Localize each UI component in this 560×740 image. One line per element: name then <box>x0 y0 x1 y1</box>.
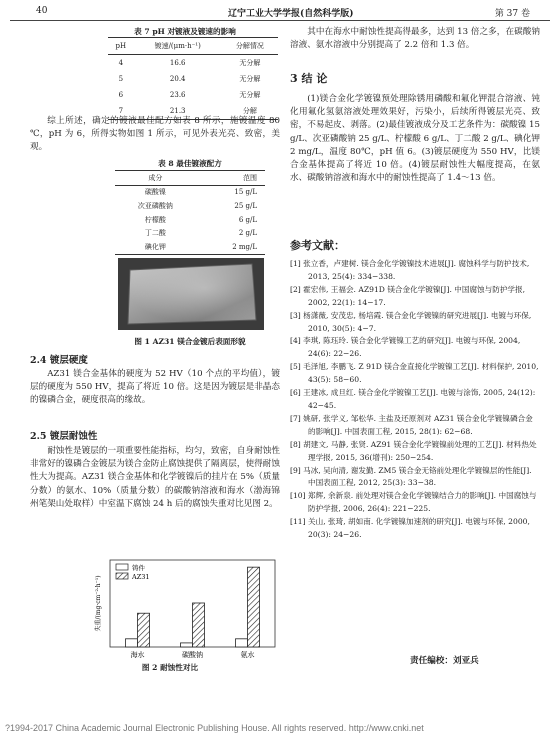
plated-sample-image <box>118 258 264 330</box>
table-row <box>108 87 278 103</box>
references-list <box>290 258 540 542</box>
table-cell: 20.4 <box>169 75 186 83</box>
table-cell: 次亚磷酸钠 <box>137 201 173 210</box>
table-cell: 丁二酸 <box>144 229 166 238</box>
summary-paragraph: 综上所述，确定的镀液最佳配方如表 8 所示，施镀温度 80 ℃，pH 为 6，所得实物如图 1 所示，可见外表光亮、致密，美观。 <box>30 116 280 153</box>
table-cell: 无分解 <box>239 59 261 67</box>
table-cell: 4 <box>118 59 124 67</box>
table-row <box>115 226 265 240</box>
reference-item: [9] 马冰, 吴向清, 谢发勤. ZM5 镁合金无铬前处理化学镀镍层的性能[J]. 中国表面工程, 2012, 25(3): 33−38. <box>290 465 532 488</box>
bar-铸件-海水 <box>126 639 138 647</box>
table7-header: pH <box>108 38 134 55</box>
x-tick-label: 海水 <box>130 651 145 659</box>
reference-item: [6] 王建冰, 成旦红. 镁合金化学镀镍工艺[J]. 电镀与涂饰, 2005, 24(12): 42−45. <box>290 388 536 410</box>
table-row <box>115 185 265 199</box>
reference-item: [1] 张立香，卢建树. 镁合金化学镀镍技术进展[J]. 腐蚀科学与防护技术, 2013, 25(4): 334−338. <box>290 259 530 281</box>
table-row <box>115 240 265 254</box>
bar-铸件-碳酸钠 <box>181 643 193 647</box>
table8 <box>115 170 265 255</box>
table-cell: 无分解 <box>239 75 261 83</box>
table-cell: 2 g/L <box>238 229 257 238</box>
reference-item: [5] 毛泽旭, 李鹏飞. Z 91D 镁合金直接化学镀镍工艺[J]. 材料保护, 2010, 43(5): 58−60. <box>290 362 539 385</box>
copyright-footer: ?1994-2017 China Academic Journal Electronic Publishing House. All rights reserved. http://www.cnki.net <box>5 723 424 733</box>
bar-AZ31-氨水 <box>248 567 260 647</box>
table8-title: 表 8 最佳镀液配方 <box>158 159 222 168</box>
table-cell: 无分解 <box>239 91 261 99</box>
table-cell: 碳酸镍 <box>144 188 166 197</box>
page-number: 40 <box>36 6 48 16</box>
bar-AZ31-碳酸钠 <box>193 603 205 647</box>
figure1-photo <box>118 258 264 330</box>
table7 <box>108 37 278 120</box>
section-3-title: 3 结 论 <box>290 72 328 85</box>
section-2-4-text: AZ31 镁合金基体的硬度为 52 HV（10 个点的平均值），镀层的硬度为 550 HV，提高了将近 10 倍。这是因为镀层是非晶态的镍磷合金，硬度很高的缘故。 <box>30 369 280 406</box>
section-2-5-text: 耐蚀性是镀层的一项重要性能指标，均匀，致密，自身耐蚀性非常好的镍磷合金镀层为镁合金防止腐蚀提供了隔离层，使得耐蚀性大为提高。AZ31 镁合金基体和化学镀镍后的挂片在 5%（质量分数）的氨水、10%（质量分数）的碳酸钠溶液和海水（渤海锦州笔架山处取样）中室温下腐蚀 24 h 后的腐蚀失重对比见图 2。 <box>30 446 280 509</box>
table7-title: 表 7 pH 对镀液及镀速的影响 <box>134 27 236 36</box>
legend-label: 铸件 <box>132 564 145 572</box>
table-cell: 5 <box>118 75 124 83</box>
figure1-caption: 图 1 AZ31 镁合金镀后表面形貌 <box>134 337 246 346</box>
table-row <box>108 55 278 72</box>
table-row <box>115 199 265 213</box>
bar-AZ31-海水 <box>138 613 150 647</box>
section-2-5-title: 2.5 镀层耐蚀性 <box>30 431 98 442</box>
references-title: 参考文献： <box>290 239 345 252</box>
table-cell: 6 g/L <box>238 215 257 224</box>
table-cell: 碘化钾 <box>115 240 196 254</box>
table-cell: 6 <box>118 91 124 99</box>
legend-label: AZ31 <box>132 573 150 581</box>
right-intro-paragraph: 其中在海水中耐蚀性提高得最多，达到 13 倍之多，在碳酸钠溶液、氨水溶液中分别提高了 2.2 倍和 1.3 倍。 <box>290 27 540 51</box>
table8-header: 成分 <box>115 171 196 186</box>
editor-credit: 责任编校：刘亚兵 <box>410 656 479 666</box>
section-2-4-title: 2.4 镀层硬度 <box>30 355 88 366</box>
table8-header: 范围 <box>196 171 265 186</box>
reference-item: [10] 郑辉, 余新泉. 前处理对镁合金化学镀镍结合力的影响[J]. 中国腐蚀与防护学报, 2006, 26(4): 221−225. <box>290 491 537 514</box>
table-cell: 21.3 <box>134 103 222 120</box>
y-axis-label: 失重/(mg·cm⁻²·h⁻¹) <box>95 575 102 632</box>
table7-header: 镀速/(μm·h⁻¹) <box>134 38 222 55</box>
table-cell: 2 mg/L <box>196 240 265 254</box>
figure2-caption: 图 2 耐蚀性对比 <box>141 663 199 672</box>
x-tick-label: 氨水 <box>240 651 255 659</box>
table-cell: 7 <box>108 103 134 120</box>
volume-label: 第 37 卷 <box>494 9 530 19</box>
reference-item: [7] 姚研, 张学义, 邹松华. 主盐及还原剂对 AZ31 镁合金化学镀镍磷合金的影响[J]. 中国表面工程, 2015, 28(1): 62−68. <box>290 413 533 436</box>
table-cell: 23.6 <box>169 91 186 99</box>
bar-铸件-氨水 <box>236 639 248 647</box>
table-row <box>108 71 278 87</box>
table-cell: 16.6 <box>169 59 186 67</box>
table-cell: 柠檬酸 <box>144 215 166 224</box>
section-3-text: (1)镁合金化学镀镍预处理除锈用磷酸和氟化钾混合溶液、钝化用氟化氢氨溶液处理效果好，污染小，后续所得镀层光亮、致密，不易起皮、剥落。(2)最佳镀液成分及工艺条件为：碳酸镍 15 g/L、次亚磷酸钠 25 g/L、柠檬酸 6 g/L、丁二酸 2 g/L、碘化钾 2 mg/L，温度 80℃，pH 值 6。(3)镀层硬度为 550 HV，比镁合金基体提高了将近 10 倍。(4)镀层耐蚀性大幅度提高，在氨水、碳酸钠溶液和海水中的耐蚀性提高了 1.4～13 倍。 <box>290 94 540 184</box>
journal-title: 辽宁工业大学学报(自然科学版) <box>228 9 354 19</box>
header-rule <box>10 20 550 21</box>
legend-swatch-AZ31 <box>116 573 128 579</box>
corrosion-bar-chart <box>70 552 290 662</box>
table-cell: 15 g/L <box>234 188 257 197</box>
reference-item: [8] 胡建文, 马静, 张贤. AZ91 镁合金化学镀镍前处理的工艺[J]. 材料热处理学报, 2015, 36(增刊): 250−254. <box>290 439 537 462</box>
legend-swatch-铸件 <box>116 564 128 570</box>
reference-item: [2] 霍宏伟, 王福会. AZ91D 镁合金化学镀镍[J]. 中国腐蚀与防护学报, 2002, 22(1): 14−17. <box>290 284 526 307</box>
reference-item: [11] 关山, 张琦, 胡如南. 化学镀镍加速剂的研究[J]. 电镀与环保, 2000, 20(3): 24−26. <box>290 517 530 540</box>
reference-item: [3] 杨潇薇, 安茂忠, 杨培霞. 镁合金化学镀镍的研究进展[J]. 电镀与环保, 2010, 30(5): 4−7. <box>290 310 532 333</box>
x-tick-label: 碳酸钠 <box>182 651 203 659</box>
reference-item: [4] 李琪, 陈珏玲. 镁合金化学镀镍工艺的研究[J]. 电镀与环保, 2004, 24(6): 22−26. <box>290 336 521 359</box>
table-cell: 25 g/L <box>234 201 257 210</box>
table-cell: 分解 <box>222 103 278 120</box>
table7-header: 分解情况 <box>222 38 278 55</box>
table-row <box>115 213 265 227</box>
